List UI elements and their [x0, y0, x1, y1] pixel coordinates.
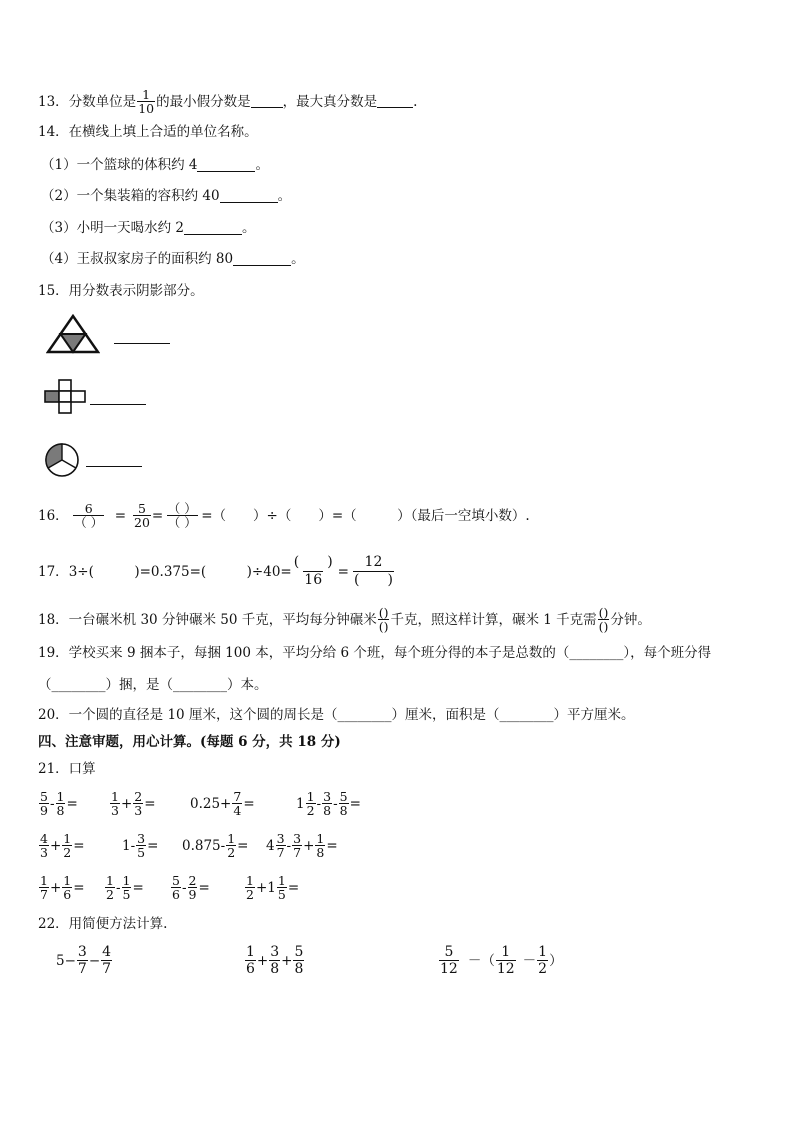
fraction: () ()	[598, 605, 609, 634]
q14-item-4: （4）王叔叔家房子的面积约 80 。	[41, 251, 305, 267]
q21-title: 21．口算	[38, 761, 96, 777]
answer-blank[interactable]	[197, 159, 255, 172]
q14-item-1: （1）一个篮球的体积约 4 。	[41, 157, 269, 173]
q22-title: 22．用简便方法计算.	[38, 916, 168, 932]
fraction: ( ) 16	[293, 554, 333, 588]
fraction: 12 ( )	[353, 554, 393, 588]
answer-blank[interactable]	[377, 95, 413, 108]
fraction: 6 （ ）	[74, 501, 104, 530]
triangle-figure	[46, 314, 100, 354]
fraction: 1 10	[138, 87, 155, 116]
answer-blank[interactable]	[220, 190, 278, 203]
q13: 13． 分数单位是 1 10 的最小假分数是 ，最大真分数是 .	[38, 87, 418, 116]
answer-blank[interactable]	[184, 222, 242, 235]
section-4-title: 四、注意审题，用心计算。(每题 6 分，共 18 分)	[38, 734, 341, 750]
answer-blank[interactable]	[251, 95, 283, 108]
fraction: () ()	[378, 605, 389, 634]
calc-item: 0.25+ $\frac{7}{4}$ =	[190, 789, 255, 818]
q19-line-2: （________）捆，是（________）本。	[38, 677, 268, 693]
calc-item: 1 1 2 - 3 8 - $\frac{5}{8}$ =	[296, 789, 361, 818]
simplify-item: 1 6 + $\frac{3}{8}$ + $\frac{5}{8}$	[246, 944, 304, 977]
calc-item: 1 7 + $\frac{1}{6}$ =	[40, 873, 85, 902]
calc-item: 1 2 + 1 $\frac{1}{5}$ =	[246, 873, 300, 902]
q20: 20．一个圆的直径是 10 厘米，这个圆的周长是（________）厘米，面积是（________）平方厘米。	[38, 707, 635, 723]
q18: 18．一台碾米机 30 分钟碾米 50 千克，平均每分钟碾米 () () 千克，照这样计算，碾米 1 千克需 () () 分钟。	[38, 605, 651, 634]
simplify-item: 5 12 －（ 1 12 － 1 2 ）	[440, 944, 563, 977]
simplify-item: 5− $\frac{3}{7}$ − $\frac{4}{7}$	[56, 944, 112, 977]
calc-item: 4 3 7 - 3 7 + $\frac{1}{8}$ =	[266, 831, 338, 860]
q17: 17． 3÷( )=0.375=( )÷40= ( ) 16 = 12 ( )	[38, 554, 393, 588]
cross-figure	[44, 379, 88, 415]
calc-item: 1 2 - $\frac{1}{5}$ =	[106, 873, 144, 902]
answer-blank[interactable]	[90, 404, 146, 405]
q14-item-3: （3）小明一天喝水约 2 。	[41, 220, 256, 236]
calc-item: 5 9 - $\frac{1}{8}$ =	[40, 789, 78, 818]
answer-blank[interactable]	[86, 466, 142, 467]
q15-title: 15．用分数表示阴影部分。	[38, 283, 204, 299]
calc-item: 5 6 - $\frac{2}{9}$ =	[172, 873, 210, 902]
q19-line-1: 19．学校买来 9 捆本子，每捆 100 本，平均分给 6 个班，每个班分得的本子是总数的（________），每个班分得	[38, 645, 712, 661]
q14-title: 14．在横线上填上合适的单位名称。	[38, 124, 258, 140]
fraction: $\frac{5}{20}$	[134, 501, 150, 530]
calc-item: 1- $\frac{3}{5}$ =	[122, 831, 159, 860]
calc-item: 4 3 + $\frac{1}{2}$ =	[40, 831, 85, 860]
fraction: （ ） （ ）	[167, 501, 197, 530]
answer-blank[interactable]	[233, 253, 291, 266]
answer-blank[interactable]	[114, 343, 170, 344]
q16: 16． 6 （ ） = $\frac{5}{20}$ = （ ） （ ） =（ ）÷（ ）=（ ）（最后一空填小数）.	[38, 501, 530, 530]
circle-figure	[40, 443, 84, 477]
q14-item-2: （2）一个集装箱的容积约 40 。	[41, 188, 292, 204]
calc-item: 0.875- $\frac{1}{2}$ =	[182, 831, 249, 860]
calc-item: 1 3 + $\frac{2}{3}$ =	[111, 789, 156, 818]
